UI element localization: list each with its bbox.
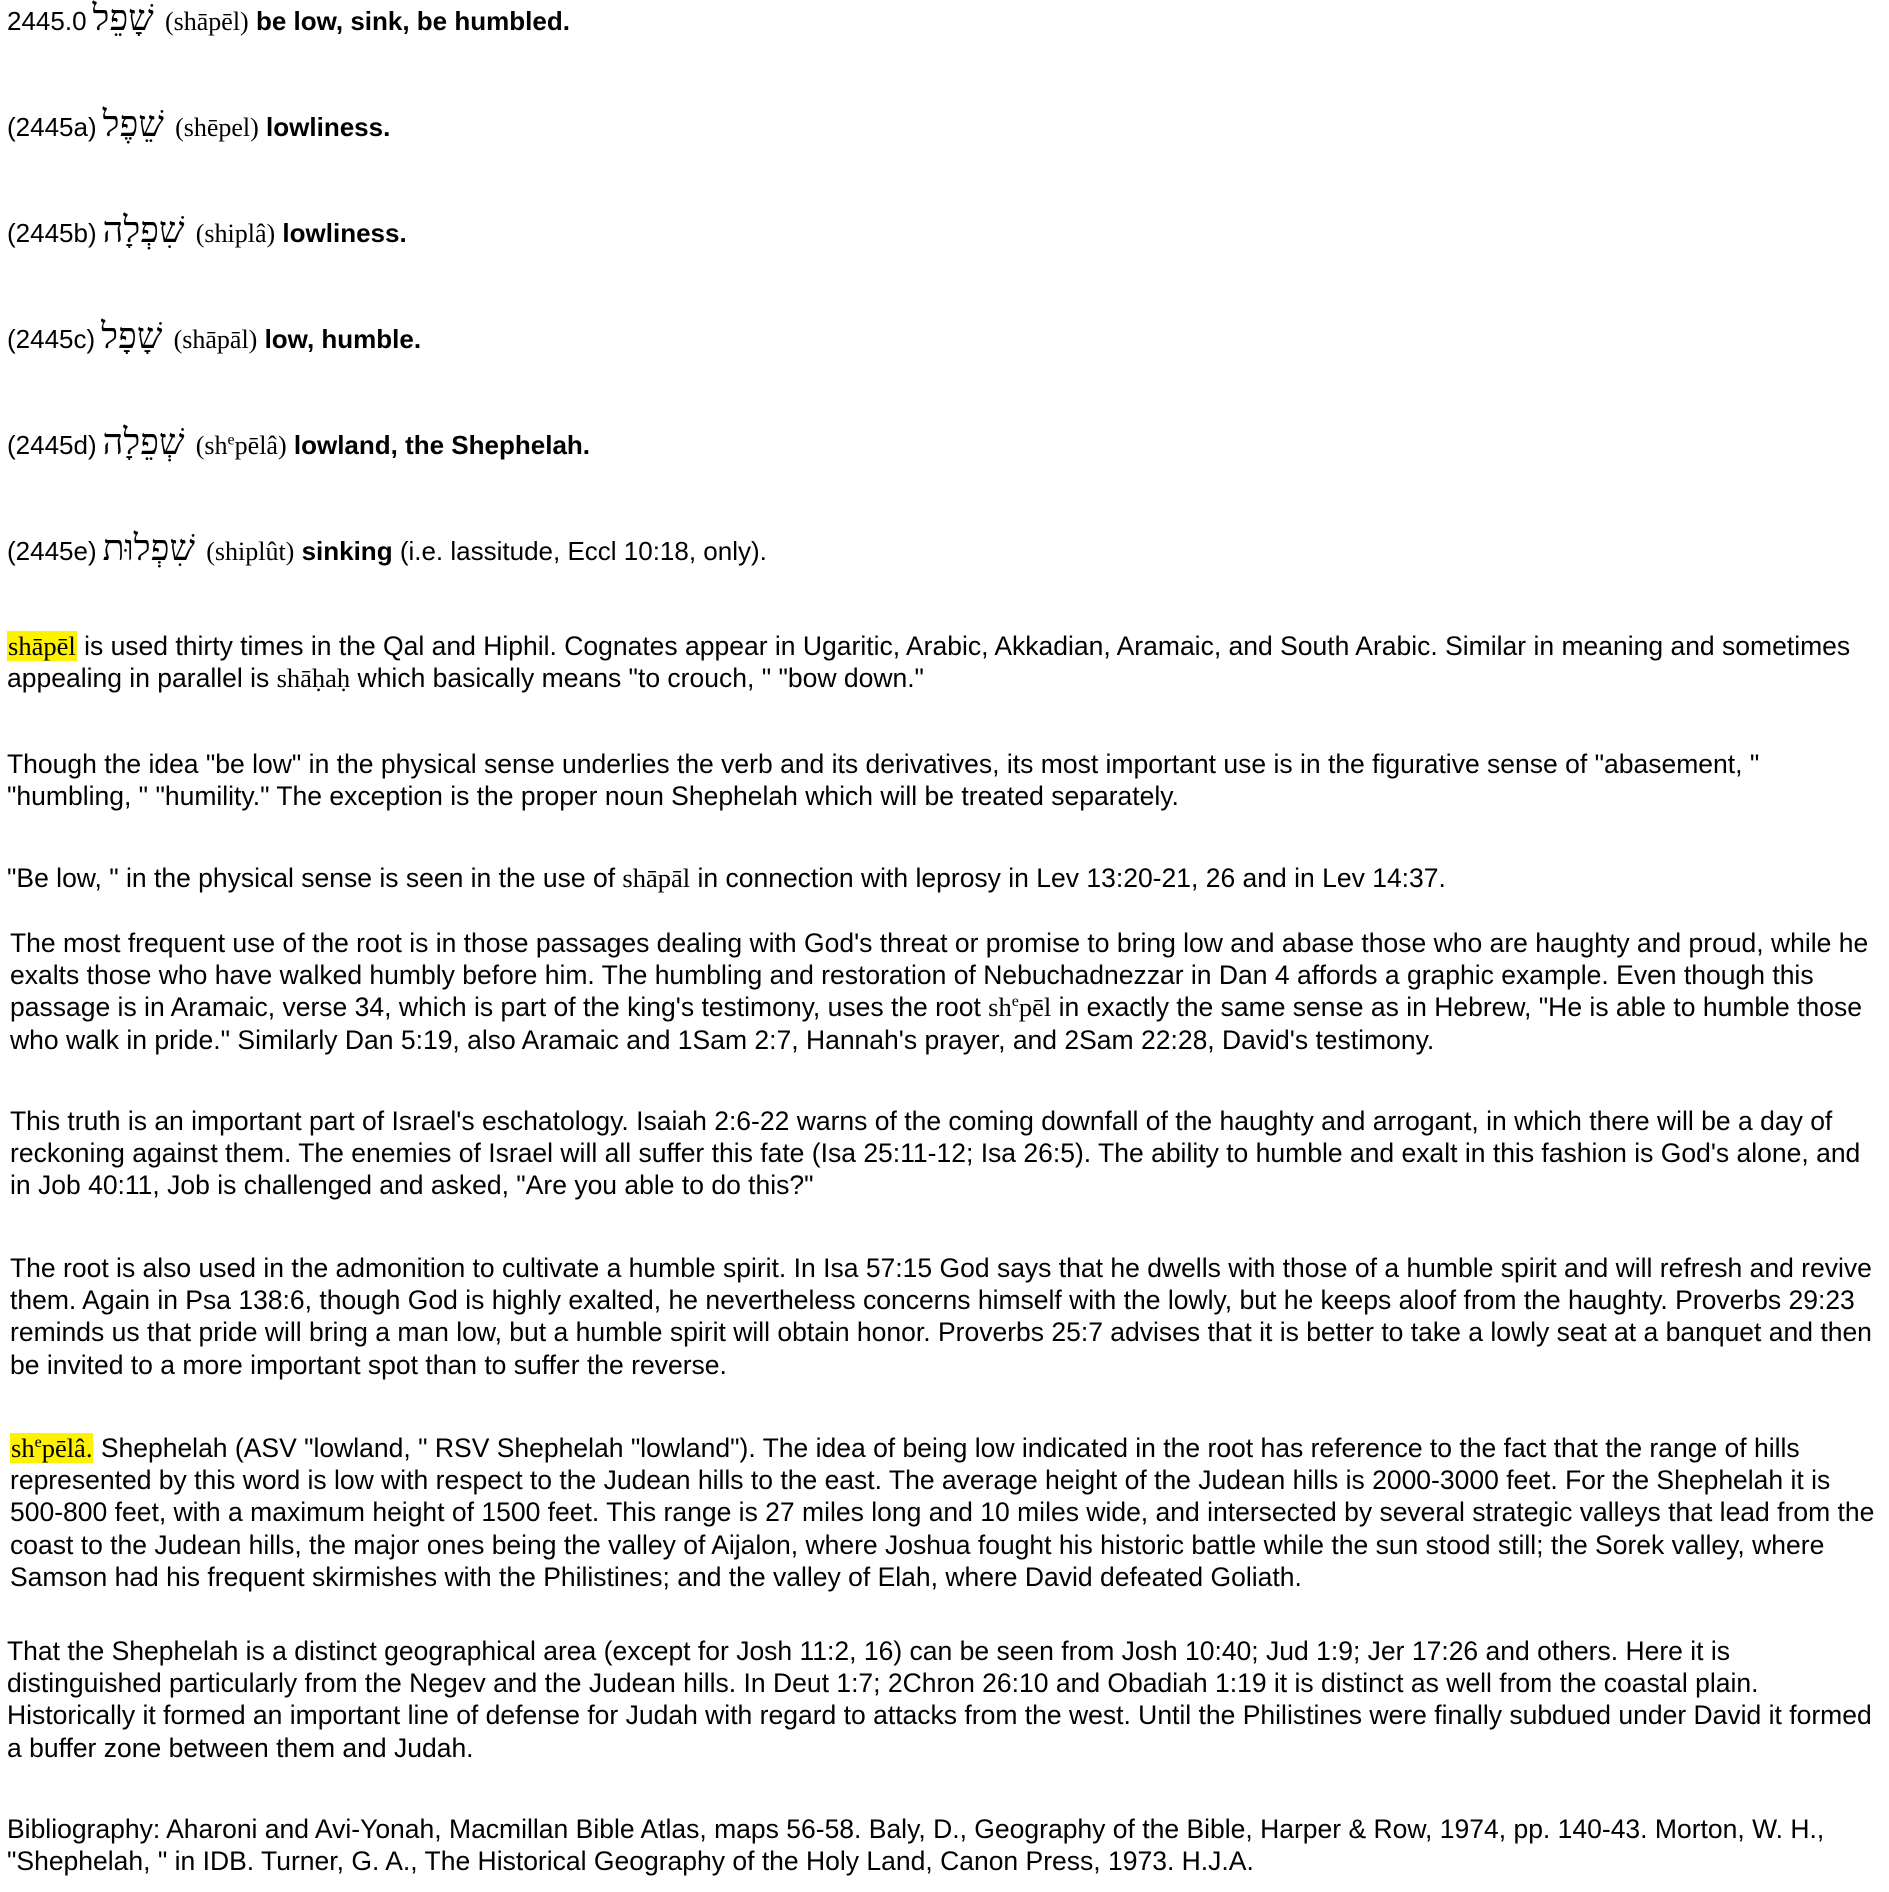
entry-2445c [7, 316, 422, 357]
paragraph-geography: That the Shephelah is a distinct geographical area (except for Josh 11:2, 16) can be seen from Josh 10:40; Jud 1:9; Jer 17:26 and others. Here it is distinguished particularly from the Negev and the Judean hills. In Deut 1:7; 2Chron 26:10 and Obadiah 1:19 it is distinct as well from the coastal plain. Historically it formed an important line of defense for Judah with regard to attacks from the west. Until the Philistines were finally subdued under David it formed a buffer zone between them and Judah. [7, 1636, 1872, 1763]
paragraph-figurative-use: Though the idea "be low" in the physical sense underlies the verb and its derivatives, its most important use is in the figurative sense of "abasement, " "humbling, " "humility." The exception is the proper noun Shephelah which will be treated separately. [7, 749, 1760, 812]
transliteration: (shiplût) [206, 537, 295, 566]
entry-2445d [7, 422, 591, 463]
transliteration: (shiplâ) [195, 219, 276, 248]
hebrew-word: שְׁפֵלָה [102, 422, 185, 463]
hebrew-word: שֵׁפֶל [102, 104, 164, 145]
entry-number: (2445e) [7, 536, 97, 566]
entry-2445b [7, 210, 407, 251]
transliteration: $(sh^epēlâ)$ [195, 431, 287, 460]
hebrew-word: שָׁפֵל [92, 0, 154, 39]
entry-2445a [7, 104, 391, 145]
entry-number: (2445c) [7, 324, 96, 354]
entry-number: (2445d) [7, 430, 97, 460]
paragraph-cognates: shāpēl is used thirty times in the Qal and Hiphil. Cognates appear in Ugaritic, Arabic, Akkadian, Aramaic, and South Arabic. Similar in meaning and sometimes appealing in parallel is shāḥaḥ which basically means "to crouch, " "bow down." [7, 631, 1851, 694]
entry-number: (2445a) [7, 112, 97, 142]
hebrew-word: שָׁפָל [101, 316, 163, 357]
hebrew-word: שִׁפְלוּת [102, 528, 195, 569]
gloss: sinking [301, 536, 393, 566]
highlighted-term: $sh^epēlâ$. [11, 1433, 93, 1463]
paragraph-eschatology: This truth is an important part of Israel's eschatology. Isaiah 2:6-22 warns of the coming downfall of the haughty and arrogant, in which there will be a day of reckoning against them. The enemies of Israel will all suffer this fate (Isa 25:11-12; Isa 26:5). The ability to humble and exalt in this fashion is God's alone, and in Job 40:11, Job is challenged and asked, "Are you able to do this?" [10, 1106, 1861, 1201]
term: shāpāl [622, 863, 691, 893]
paragraph-physical-sense: "Be low, " in the physical sense is seen in the use of shāpāl in connection with leprosy in Lev 13:20-21, 26 and in Lev 14:37. [7, 863, 1446, 893]
term: $sh^epēl$ [988, 992, 1052, 1023]
hebrew-word: שִׁפְלָה [102, 210, 185, 251]
transliteration: (shāpēl) [164, 7, 249, 36]
gloss-note: (i.e. lassitude, Eccl 10:18, only). [399, 536, 767, 566]
paragraph-shephelah: $sh^epēlâ$. Shephelah (ASV "lowland, " RSV Shephelah "lowland"). The idea of being low indicated in the root has reference to the fact that the range of hills represented by this word is low with respect to the Judean hills to the east. The average height of the Judean hills is 2000-3000 feet. For the Shephelah it is 500-800 feet, with a maximum height of 1500 feet. This range is 27 miles long and 10 miles wide, and intersected by several strategic valleys that lead from the coast to the Judean hills, the major ones being the valley of Aijalon, where Joshua fought his historic battle while the sun stood still; the Sorek valley, where Samson had his frequent skirmishes with the Philistines; and the valley of Elah, where David defeated Goliath. [10, 1433, 1875, 1592]
gloss: lowliness. [282, 218, 407, 248]
gloss: low, humble. [264, 324, 422, 354]
paragraph-humble-spirit: The root is also used in the admonition to cultivate a humble spirit. In Isa 57:15 God says that he dwells with those of a humble spirit and will refresh and revive them. Again in Psa 138:6, though God is highly exalted, he nevertheless concerns himself with the lowly, but he keeps aloof from the haughty. Proverbs 29:23 reminds us that pride will bring a man low, but a humble spirit will obtain honor. Proverbs 25:7 advises that it is better to take a lowly seat at a banquet and then be invited to a more important spot than to suffer the reverse. [10, 1253, 1872, 1380]
entry-2445e [7, 528, 767, 569]
entry-number: 2445.0 [7, 6, 87, 36]
gloss: be low, sink, be humbled. [255, 6, 570, 36]
entry-number: (2445b) [7, 218, 97, 248]
paragraph-bibliography: Bibliography: Aharoni and Avi-Yonah, Macmillan Bible Atlas, maps 56-58. Baly, D., Geography of the Bible, Harper & Row, 1974, pp. 140-43. Morton, W. H., "Shephelah, " in IDB. Turner, G. A., The Historical Geography of the Holy Land, Canon Press, 1973. H.J.A. [7, 1814, 1825, 1877]
entry-2445-0 [7, 2, 570, 39]
gloss: lowliness. [266, 112, 391, 142]
highlighted-term: shāpēl [8, 631, 76, 661]
term: shāḥaḥ [276, 663, 351, 694]
paragraph-frequent-use: The most frequent use of the root is in those passages dealing with God's threat or promise to bring low and abase those who are haughty and proud, while he exalts those who have walked humbly before him. The humbling and restoration of Nebuchadnezzar in Dan 4 affords a graphic example. Even though this passage is in Aramaic, verse 34, which is part of the king's testimony, uses the root $sh^epēl$ in exactly the same sense as in Hebrew, "He is able to humble those who walk in pride." Similarly Dan 5:19, also Aramaic and 1Sam 2:7, Hannah's prayer, and 2Sam 22:28, David's testimony. [10, 928, 1869, 1055]
gloss: lowland, the Shephelah. [293, 430, 591, 460]
transliteration: (shāpāl) [173, 325, 258, 354]
transliteration: (shēpel) [175, 113, 259, 142]
